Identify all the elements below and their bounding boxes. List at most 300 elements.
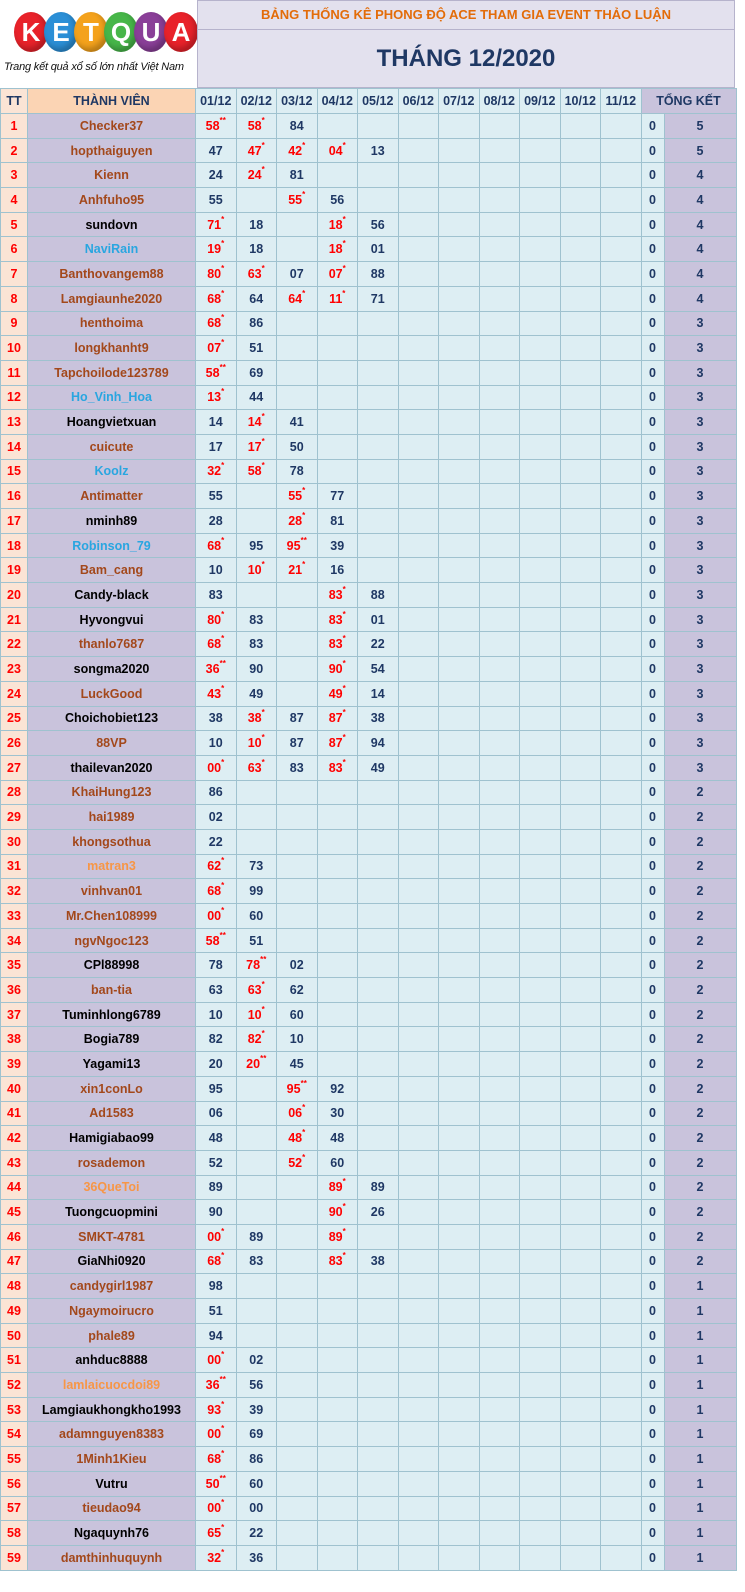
day-cell — [520, 755, 561, 780]
day-cell — [479, 1323, 520, 1348]
member-name: Checker37 — [28, 114, 196, 139]
table-row — [1, 1200, 737, 1225]
day-cell — [560, 632, 601, 657]
day-cell — [560, 706, 601, 731]
member-name: Vutru — [28, 1471, 196, 1496]
day-cell — [601, 978, 642, 1003]
day-number: 68 — [207, 538, 222, 553]
day-cell — [560, 286, 601, 311]
day-cell — [277, 879, 318, 904]
day-cell — [236, 1422, 277, 1447]
day-cell — [398, 1002, 439, 1027]
day-cell — [520, 657, 561, 682]
day-cell — [479, 484, 520, 509]
table-body — [1, 114, 737, 1571]
day-cell — [358, 459, 399, 484]
row-number: 54 — [1, 1422, 28, 1447]
day-number: 99 — [249, 884, 264, 899]
day-cell — [520, 1175, 561, 1200]
day-cell — [196, 780, 237, 805]
day-cell — [439, 163, 480, 188]
day-cell — [236, 805, 277, 830]
day-cell — [358, 928, 399, 953]
day-cell — [358, 385, 399, 410]
day-number: 00 — [207, 1229, 222, 1244]
row-number: 34 — [1, 928, 28, 953]
day-cell — [358, 805, 399, 830]
day-cell — [398, 805, 439, 830]
day-cell — [560, 879, 601, 904]
day-cell — [277, 1373, 318, 1398]
day-cell — [439, 731, 480, 756]
day-cell — [398, 879, 439, 904]
hit-marker: * — [342, 1251, 346, 1261]
summary-zero: 0 — [641, 484, 664, 509]
day-cell — [520, 385, 561, 410]
column-header-tt: TT — [1, 89, 28, 114]
day-cell — [479, 1521, 520, 1546]
day-cell — [398, 385, 439, 410]
row-number: 33 — [1, 904, 28, 929]
day-cell — [236, 1150, 277, 1175]
summary-total: 3 — [664, 607, 736, 632]
day-cell — [479, 1397, 520, 1422]
day-cell — [236, 1002, 277, 1027]
day-cell — [398, 188, 439, 213]
day-number: 10 — [208, 1007, 223, 1022]
hit-marker: * — [261, 263, 265, 273]
day-number: 22 — [249, 1526, 264, 1541]
column-header-day: 10/12 — [560, 89, 601, 114]
day-number: 81 — [289, 168, 304, 183]
table-row — [1, 1076, 737, 1101]
day-cell — [358, 1274, 399, 1299]
day-number: 52 — [288, 1155, 303, 1170]
day-cell — [317, 138, 358, 163]
day-cell — [277, 188, 318, 213]
day-cell — [398, 1027, 439, 1052]
day-cell — [196, 1002, 237, 1027]
hit-marker: ** — [219, 362, 226, 372]
day-cell — [439, 657, 480, 682]
day-cell — [439, 459, 480, 484]
day-cell — [236, 311, 277, 336]
row-number: 17 — [1, 509, 28, 534]
day-cell — [236, 1274, 277, 1299]
hit-marker: * — [221, 634, 225, 644]
day-number: 18 — [328, 242, 343, 257]
day-number: 60 — [330, 1155, 345, 1170]
day-number: 63 — [247, 982, 262, 997]
day-cell — [277, 1274, 318, 1299]
hit-marker: ** — [300, 535, 307, 545]
day-cell — [601, 385, 642, 410]
performance-table — [0, 88, 737, 1571]
summary-total: 5 — [664, 114, 736, 139]
day-cell — [601, 632, 642, 657]
day-number: 86 — [249, 1451, 264, 1466]
day-cell — [560, 385, 601, 410]
summary-total: 2 — [664, 780, 736, 805]
day-cell — [196, 262, 237, 287]
day-cell — [439, 780, 480, 805]
summary-zero: 0 — [641, 632, 664, 657]
day-number: 49 — [370, 760, 385, 775]
day-cell — [358, 1496, 399, 1521]
day-cell — [236, 410, 277, 435]
day-cell — [358, 904, 399, 929]
day-cell — [601, 138, 642, 163]
day-cell — [601, 114, 642, 139]
row-number: 31 — [1, 854, 28, 879]
summary-total: 2 — [664, 978, 736, 1003]
day-cell — [560, 805, 601, 830]
hit-marker: * — [261, 560, 265, 570]
day-cell — [601, 1397, 642, 1422]
day-cell — [560, 509, 601, 534]
day-cell — [398, 286, 439, 311]
day-cell — [601, 1126, 642, 1151]
day-cell — [398, 1348, 439, 1373]
day-cell — [560, 188, 601, 213]
day-cell — [277, 114, 318, 139]
day-cell — [601, 854, 642, 879]
day-number: 89 — [328, 1229, 343, 1244]
day-cell — [236, 1471, 277, 1496]
row-number: 11 — [1, 360, 28, 385]
day-number: 38 — [370, 711, 385, 726]
day-cell — [277, 237, 318, 262]
summary-total: 3 — [664, 410, 736, 435]
day-number: 14 — [208, 415, 223, 430]
summary-zero: 0 — [641, 1397, 664, 1422]
day-cell — [398, 904, 439, 929]
day-cell — [358, 1076, 399, 1101]
hit-marker: * — [342, 757, 346, 767]
day-cell — [560, 1348, 601, 1373]
day-cell — [601, 188, 642, 213]
day-cell — [277, 706, 318, 731]
day-cell — [520, 434, 561, 459]
day-cell — [317, 583, 358, 608]
day-cell — [601, 657, 642, 682]
hit-marker: * — [342, 683, 346, 693]
summary-total: 3 — [664, 484, 736, 509]
day-cell — [236, 434, 277, 459]
day-number: 83 — [328, 760, 343, 775]
day-cell — [317, 385, 358, 410]
summary-zero: 0 — [641, 1175, 664, 1200]
day-cell — [317, 681, 358, 706]
day-cell — [398, 978, 439, 1003]
day-cell — [277, 1299, 318, 1324]
day-cell — [601, 904, 642, 929]
day-cell — [317, 1299, 358, 1324]
day-cell — [520, 1200, 561, 1225]
hit-marker: * — [302, 189, 306, 199]
day-number: 00 — [207, 908, 222, 923]
day-number: 07 — [289, 266, 304, 281]
row-number: 21 — [1, 607, 28, 632]
day-cell — [439, 509, 480, 534]
day-cell — [601, 731, 642, 756]
summary-total: 2 — [664, 928, 736, 953]
hit-marker: * — [302, 1103, 306, 1113]
day-cell — [358, 1422, 399, 1447]
day-cell — [196, 533, 237, 558]
day-cell — [277, 805, 318, 830]
day-number: 38 — [247, 711, 262, 726]
day-number: 81 — [330, 513, 345, 528]
day-cell — [560, 212, 601, 237]
day-cell — [196, 1373, 237, 1398]
member-name: tieudao94 — [28, 1496, 196, 1521]
day-cell — [479, 1126, 520, 1151]
summary-total: 2 — [664, 953, 736, 978]
day-number: 10 — [289, 1032, 304, 1047]
day-cell — [358, 262, 399, 287]
day-number: 00 — [207, 760, 222, 775]
day-cell — [439, 1200, 480, 1225]
day-cell — [479, 829, 520, 854]
summary-zero: 0 — [641, 163, 664, 188]
day-cell — [358, 1002, 399, 1027]
day-number: 18 — [249, 217, 264, 232]
summary-total: 2 — [664, 904, 736, 929]
day-cell — [277, 681, 318, 706]
day-cell — [479, 904, 520, 929]
day-number: 93 — [207, 1402, 222, 1417]
day-number: 26 — [370, 1205, 385, 1220]
summary-total: 1 — [664, 1373, 736, 1398]
day-cell — [358, 533, 399, 558]
summary-zero: 0 — [641, 1076, 664, 1101]
row-number: 36 — [1, 978, 28, 1003]
day-number: 10 — [247, 736, 262, 751]
day-cell — [560, 1076, 601, 1101]
day-cell — [236, 583, 277, 608]
day-cell — [520, 114, 561, 139]
day-number: 82 — [247, 1032, 262, 1047]
day-number: 89 — [208, 1180, 223, 1195]
summary-zero: 0 — [641, 1373, 664, 1398]
summary-zero: 0 — [641, 1002, 664, 1027]
day-cell — [520, 484, 561, 509]
day-number: 49 — [249, 686, 264, 701]
day-cell — [236, 904, 277, 929]
day-cell — [236, 188, 277, 213]
day-cell — [479, 1373, 520, 1398]
day-cell — [439, 311, 480, 336]
day-cell — [236, 854, 277, 879]
table-row — [1, 533, 737, 558]
summary-zero: 0 — [641, 780, 664, 805]
member-name: Bam_cang — [28, 558, 196, 583]
member-name: GiaNhi0920 — [28, 1249, 196, 1274]
day-cell — [560, 1052, 601, 1077]
day-number: 83 — [208, 587, 223, 602]
day-cell — [236, 138, 277, 163]
hit-marker: * — [221, 263, 225, 273]
day-cell — [479, 928, 520, 953]
day-number: 95 — [249, 538, 264, 553]
hit-marker: * — [221, 757, 225, 767]
day-cell — [601, 583, 642, 608]
day-cell — [601, 163, 642, 188]
member-name: henthoima — [28, 311, 196, 336]
member-name: Banthovangem88 — [28, 262, 196, 287]
summary-zero: 0 — [641, 509, 664, 534]
day-number: 00 — [207, 1427, 222, 1442]
day-number: 21 — [288, 563, 303, 578]
row-number: 23 — [1, 657, 28, 682]
table-row — [1, 1101, 737, 1126]
day-cell — [398, 953, 439, 978]
member-name: NaviRain — [28, 237, 196, 262]
day-cell — [398, 1076, 439, 1101]
day-cell — [236, 755, 277, 780]
summary-total: 3 — [664, 533, 736, 558]
day-cell — [236, 1323, 277, 1348]
table-row — [1, 237, 737, 262]
day-cell — [196, 138, 237, 163]
day-number: 55 — [288, 192, 303, 207]
day-cell — [398, 114, 439, 139]
day-cell — [439, 1249, 480, 1274]
day-cell — [196, 1126, 237, 1151]
table-row — [1, 1471, 737, 1496]
member-name: 88VP — [28, 731, 196, 756]
day-cell — [479, 163, 520, 188]
day-cell — [277, 1496, 318, 1521]
row-number: 38 — [1, 1027, 28, 1052]
day-number: 52 — [208, 1155, 223, 1170]
day-cell — [358, 484, 399, 509]
day-cell — [520, 706, 561, 731]
day-cell — [398, 459, 439, 484]
day-cell — [398, 1249, 439, 1274]
day-number: 62 — [207, 859, 222, 874]
day-cell — [479, 879, 520, 904]
day-cell — [601, 1052, 642, 1077]
day-cell — [317, 237, 358, 262]
day-cell — [479, 212, 520, 237]
member-name: adamnguyen8383 — [28, 1422, 196, 1447]
day-cell — [560, 1274, 601, 1299]
day-cell — [560, 1249, 601, 1274]
day-cell — [439, 138, 480, 163]
hit-marker: ** — [219, 115, 226, 125]
day-cell — [358, 434, 399, 459]
member-name: sundovn — [28, 212, 196, 237]
day-number: 60 — [249, 1476, 264, 1491]
day-cell — [560, 336, 601, 361]
day-cell — [520, 1274, 561, 1299]
column-header-day: 01/12 — [196, 89, 237, 114]
summary-total: 2 — [664, 1175, 736, 1200]
day-cell — [601, 1348, 642, 1373]
member-name: SMKT-4781 — [28, 1224, 196, 1249]
day-cell — [439, 1027, 480, 1052]
day-cell — [236, 1249, 277, 1274]
day-cell — [520, 1521, 561, 1546]
hit-marker: * — [221, 288, 225, 298]
day-cell — [236, 978, 277, 1003]
day-cell — [479, 755, 520, 780]
table-row — [1, 385, 737, 410]
hit-marker: * — [342, 1202, 346, 1212]
day-number: 87 — [289, 711, 304, 726]
day-cell — [196, 509, 237, 534]
hit-marker: * — [302, 140, 306, 150]
hit-marker: ** — [260, 955, 267, 965]
day-cell — [601, 1076, 642, 1101]
day-cell — [479, 410, 520, 435]
day-cell — [560, 755, 601, 780]
summary-total: 3 — [664, 755, 736, 780]
summary-zero: 0 — [641, 1422, 664, 1447]
day-cell — [196, 1224, 237, 1249]
day-cell — [277, 212, 318, 237]
day-cell — [277, 459, 318, 484]
summary-zero: 0 — [641, 558, 664, 583]
day-cell — [398, 657, 439, 682]
day-cell — [196, 731, 237, 756]
day-number: 68 — [207, 1451, 222, 1466]
day-cell — [601, 879, 642, 904]
day-cell — [560, 1299, 601, 1324]
day-number: 42 — [288, 143, 303, 158]
summary-total: 1 — [664, 1422, 736, 1447]
day-cell — [560, 434, 601, 459]
day-cell — [398, 607, 439, 632]
day-number: 07 — [328, 266, 343, 281]
day-cell — [520, 1002, 561, 1027]
day-cell — [196, 904, 237, 929]
day-cell — [520, 212, 561, 237]
day-cell — [277, 558, 318, 583]
table-row — [1, 558, 737, 583]
summary-zero: 0 — [641, 1224, 664, 1249]
day-number: 98 — [208, 1279, 223, 1294]
day-cell — [277, 533, 318, 558]
day-cell — [398, 1397, 439, 1422]
day-cell — [439, 607, 480, 632]
day-cell — [398, 928, 439, 953]
summary-zero: 0 — [641, 1101, 664, 1126]
table-header-row — [1, 89, 737, 114]
day-cell — [601, 311, 642, 336]
day-cell — [358, 632, 399, 657]
hit-marker: * — [342, 609, 346, 619]
hit-marker: * — [221, 214, 225, 224]
day-cell — [236, 558, 277, 583]
day-cell — [317, 311, 358, 336]
summary-total: 2 — [664, 1249, 736, 1274]
hit-marker: ** — [219, 658, 226, 668]
day-cell — [358, 1249, 399, 1274]
member-name: lamlaicuocdoi89 — [28, 1373, 196, 1398]
day-cell — [601, 558, 642, 583]
table-row — [1, 632, 737, 657]
day-number: 38 — [208, 711, 223, 726]
member-name: khongsothua — [28, 829, 196, 854]
summary-total: 1 — [664, 1447, 736, 1472]
day-cell — [601, 1200, 642, 1225]
summary-total: 1 — [664, 1348, 736, 1373]
day-cell — [520, 311, 561, 336]
day-cell — [560, 410, 601, 435]
